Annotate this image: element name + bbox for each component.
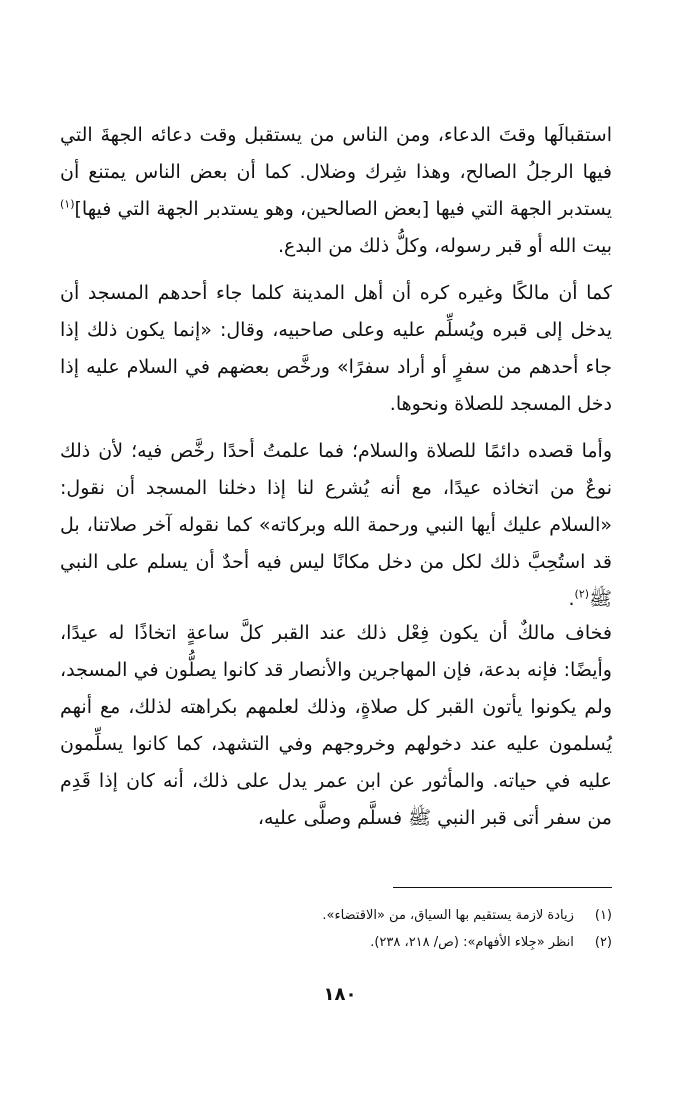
footnote-separator xyxy=(393,887,612,888)
paragraph-text: فخاف مالكٌ أن يكون فِعْل ذلك عند القبر كلَّ ساعةٍ اتخاذًا له عيدًا، وأيضًا: فإنه بدعة، فإن المهاجرين والأنصار قد كانوا يصلُّون في المسجد، ولم يكونوا يأتون القبر كل صلاةٍ، وذلك لعلمهم بكراهته لذلك، مع أنهم يُسلمون عليه عند دخولهم وخروجهم وفي التشهد، كما كانوا يسلِّمون عليه في حياته. والمأثور عن ابن عمر يدل على ذلك، أنه كان إذا قَدِم من سفر أتى قبر النبي ﷺ فسلَّم وصلَّى عليه، xyxy=(60,622,612,829)
footnote-number: (٢) xyxy=(594,935,612,950)
footnote-1 xyxy=(60,902,612,929)
footnotes xyxy=(60,902,612,956)
paragraph-text-continued: . xyxy=(568,588,575,610)
paragraph-text-continued: بيت الله أو قبر رسوله، وكلُّ ذلك من البدع. xyxy=(278,235,612,257)
body-paragraph-1 xyxy=(60,117,612,265)
footnote-text: زيادة لازمة يستقيم بها السياق، من «الاقتضاء». xyxy=(322,908,574,923)
page-number: ١٨٠ xyxy=(323,984,357,1005)
paragraph-text: كما أن مالكًا وغيره كره أن أهل المدينة كلما جاء أحدهم المسجد أن يدخل إلى قبره ويُسلِّم عليه وعلى صاحبيه، وقال: «إنما يكون ذلك إذا جاء أحدهم من سفرٍ أو أراد سفرًا» ورخَّص بعضهم في السلام عليه إذا دخل المسجد للصلاة ونحوها. xyxy=(60,282,612,415)
footnote-number: (١) xyxy=(594,908,612,923)
footnote-reference: (١) xyxy=(60,197,75,211)
footnote-2 xyxy=(60,929,612,956)
body-paragraph-4 xyxy=(60,615,612,837)
body-paragraph-2 xyxy=(60,275,612,423)
footnote-text: انظر «جِلاء الأفهام»: (ص/ ٢١٨، ٢٣٨). xyxy=(370,935,574,950)
paragraph-text: استقبالَها وقتَ الدعاء، ومن الناس من يستقبل وقت دعائه الجهةَ التي فيها الرجلُ الصالح، وهذا شِرك وضلال. كما أن بعض الناس يمتنع أن يستدبر الجهة التي فيها [بعض الصالحين، وهو يستدبر الجهة التي فيها] xyxy=(60,124,612,220)
body-paragraph-3 xyxy=(60,433,612,618)
footnote-reference: (٢) xyxy=(574,587,590,601)
paragraph-text: وأما قصده دائمًا للصلاة والسلام؛ فما علمتُ أحدًا رخَّص فيه؛ لأن ذلك نوعٌ من اتخاذه عيدًا، مع أنه يُشرع لنا إذا دخلنا المسجد أن نقول: «السلام عليك أيها النبي ورحمة الله وبركاته» كما نقوله آخر صلاتنا، بل قد استُحِبَّ ذلك لكل من دخل مكانًا ليس فيه أحدٌ أن يسلم على النبي ﷺ xyxy=(60,440,612,610)
